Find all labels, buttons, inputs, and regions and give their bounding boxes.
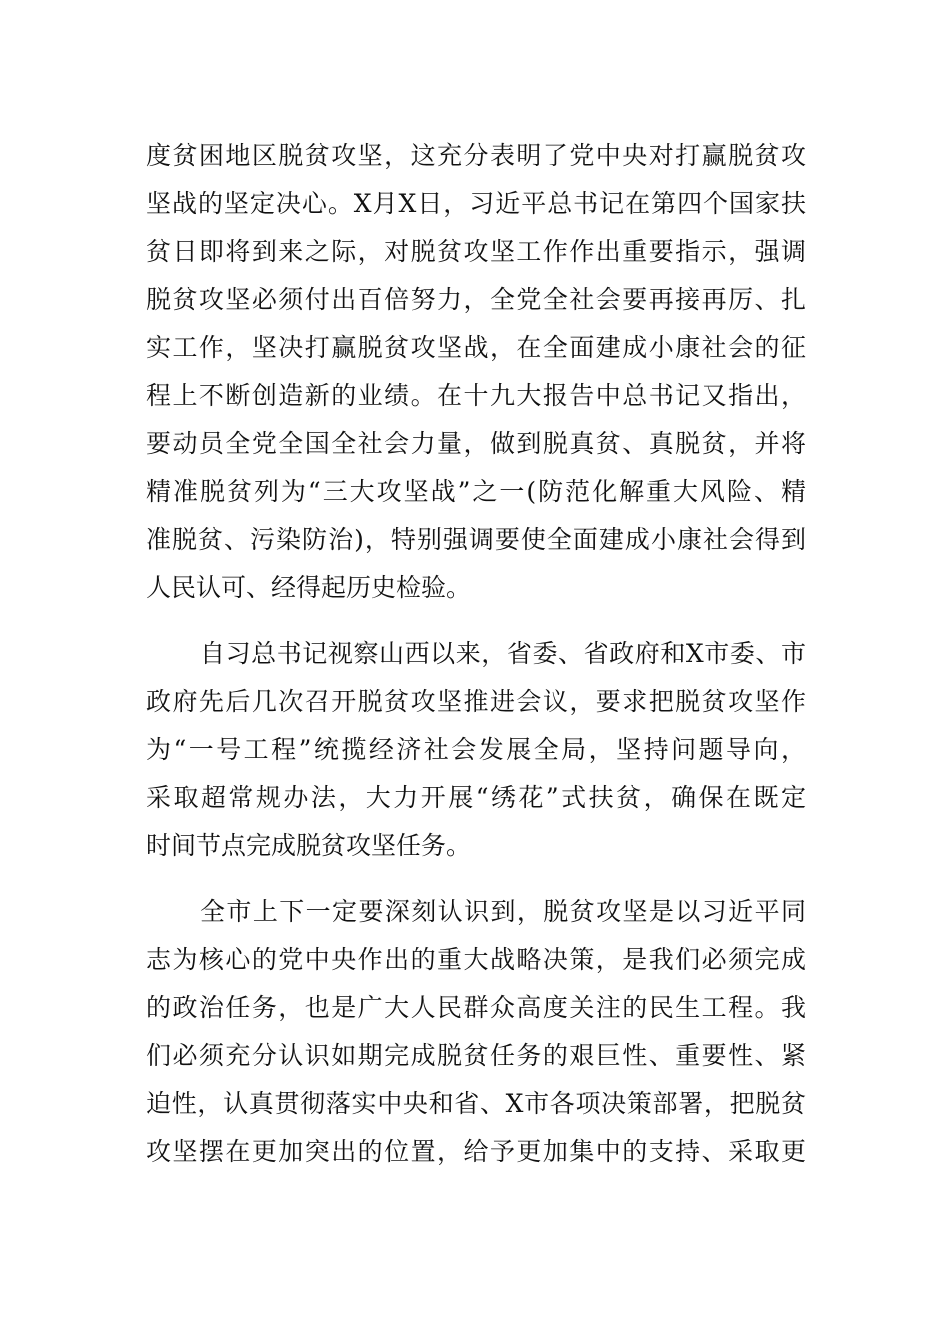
paragraph-line: 迫性，认真贯彻落实中央和省、X市各项决策部署，把脱贫	[146, 1089, 806, 1118]
paragraph-line: 自习总书记视察山西以来，省委、省政府和X市委、市	[200, 639, 806, 668]
paragraph-line: 为“一号工程”统揽经济社会发展全局，坚持问题导向，	[146, 735, 806, 764]
paragraph-2	[146, 630, 806, 870]
paragraph-line: 准脱贫、污染防治)，特别强调要使全面建成小康社会得到	[146, 525, 806, 554]
paragraph-1	[146, 132, 806, 612]
paragraph-line: 时间节点完成脱贫攻坚任务。	[146, 831, 472, 860]
paragraph-line: 的政治任务，也是广大人民群众高度关注的民生工程。我	[146, 993, 806, 1022]
paragraph-line: 脱贫攻坚必须付出百倍努力，全党全社会要再接再厉、扎	[146, 285, 806, 314]
paragraph-line: 人民认可、经得起历史检验。	[146, 573, 472, 602]
paragraph-line: 度贫困地区脱贫攻坚，这充分表明了党中央对打赢脱贫攻	[146, 141, 806, 170]
paragraph-spacer	[146, 612, 806, 630]
paragraph-line: 程上不断创造新的业绩。在十九大报告中总书记又指出，	[146, 381, 806, 410]
paragraph-line: 攻坚摆在更加突出的位置，给予更加集中的支持、采取更	[146, 1137, 806, 1166]
paragraph-spacer	[146, 870, 806, 888]
paragraph-line: 要动员全党全国全社会力量，做到脱真贫、真脱贫，并将	[146, 429, 806, 458]
paragraph-line: 采取超常规办法，大力开展“绣花”式扶贫，确保在既定	[146, 783, 806, 812]
paragraph-line: 坚战的坚定决心。X月X日，习近平总书记在第四个国家扶	[146, 189, 806, 218]
paragraph-line: 精准脱贫列为“三大攻坚战”之一(防范化解重大风险、精	[146, 477, 806, 506]
paragraph-line: 志为核心的党中央作出的重大战略决策，是我们必须完成	[146, 945, 806, 974]
document-body	[146, 132, 806, 1176]
paragraph-line: 贫日即将到来之际，对脱贫攻坚工作作出重要指示，强调	[146, 237, 806, 266]
paragraph-line: 实工作，坚决打赢脱贫攻坚战，在全面建成小康社会的征	[146, 333, 806, 362]
paragraph-line: 全市上下一定要深刻认识到，脱贫攻坚是以习近平同	[200, 897, 806, 926]
paragraph-3	[146, 888, 806, 1176]
paragraph-line: 们必须充分认识如期完成脱贫任务的艰巨性、重要性、紧	[146, 1041, 806, 1070]
paragraph-line: 政府先后几次召开脱贫攻坚推进会议，要求把脱贫攻坚作	[146, 687, 806, 716]
